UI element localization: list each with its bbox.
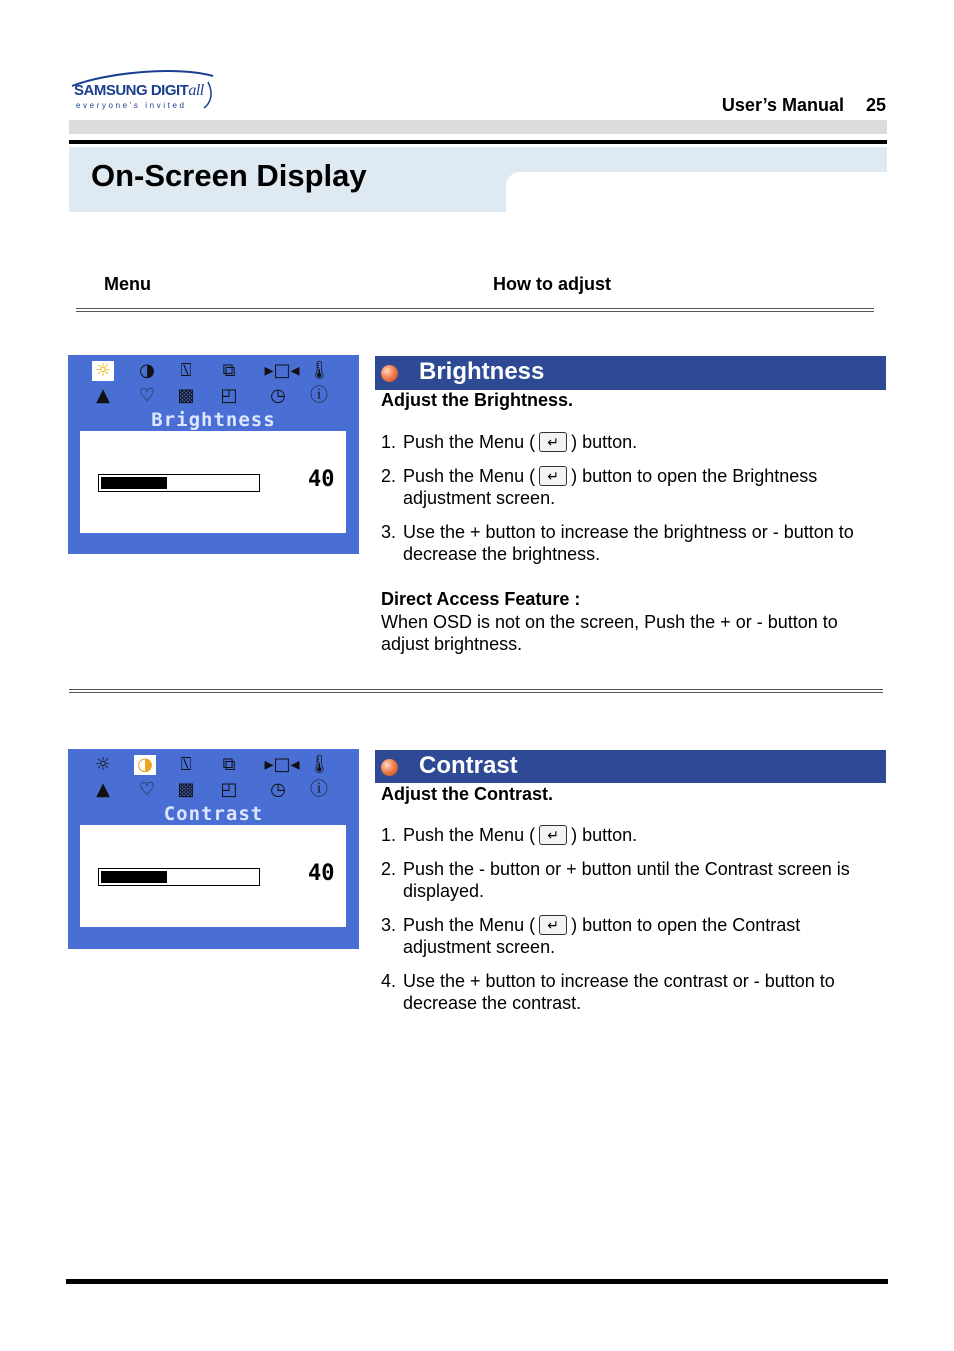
osd-screen-brightness xyxy=(68,355,359,554)
color-temp-icon: 🌡 xyxy=(308,754,331,775)
contrast-icon: ◑ xyxy=(134,755,156,775)
bullet-icon xyxy=(381,759,398,776)
logo-brand-suffix: all xyxy=(188,82,204,99)
osd-level-fill xyxy=(101,477,167,489)
brightness-icon: ☼ xyxy=(92,361,114,381)
bullet-icon xyxy=(381,365,398,382)
step-number: 3. xyxy=(381,522,397,542)
section-divider xyxy=(69,689,883,693)
osd-level-bar xyxy=(98,868,260,886)
osd-title: Brightness xyxy=(151,409,276,431)
header-grey-bar xyxy=(69,120,887,134)
step-text: Push the Menu ( xyxy=(403,466,536,486)
pincushion-icon: ▲ xyxy=(96,779,110,800)
step-item xyxy=(381,521,885,565)
section-subheading: Adjust the Brightness. xyxy=(381,390,574,410)
logo-tagline: everyone's invited xyxy=(76,101,187,110)
step-number: 2. xyxy=(381,466,397,486)
header-black-rule xyxy=(69,140,887,144)
section-heading: Contrast xyxy=(419,752,518,779)
osd-screen-contrast xyxy=(68,749,359,949)
step-text: ) button to open the Contrast adjustment screen. xyxy=(403,915,801,957)
step-text: Push the Menu ( xyxy=(403,432,536,452)
geometry-icon: ⍂ xyxy=(180,360,192,381)
osd-level-bar xyxy=(98,474,260,492)
degauss-icon: ▩ xyxy=(177,779,195,800)
timer-icon: ◷ xyxy=(270,779,286,800)
info-icon: ⓘ xyxy=(310,779,328,800)
moire-icon: ♡ xyxy=(138,779,156,800)
step-text: Push the - button or + button until the Contrast screen is displayed. xyxy=(403,859,850,901)
size-icon: ▸□◂ xyxy=(264,360,300,381)
manual-header xyxy=(722,95,886,116)
menu-enter-key-icon xyxy=(539,825,567,845)
step-number: 3. xyxy=(381,915,397,935)
section-heading: Brightness xyxy=(419,358,545,385)
timer-icon: ◷ xyxy=(270,385,286,406)
section-subheading: Adjust the Contrast. xyxy=(381,784,554,804)
step-item xyxy=(381,824,885,846)
position-icon: ⧉ xyxy=(222,754,236,775)
osd-value: 40 xyxy=(308,467,335,492)
direct-access-text: When OSD is not on the screen, Push the + or - button to adjust brightness. xyxy=(381,612,838,654)
step-text: Use the + button to increase the brightness or - button to decrease the brightness. xyxy=(403,522,854,564)
footer-rule xyxy=(66,1279,888,1284)
osd-panel xyxy=(80,825,346,927)
osd-title: Contrast xyxy=(163,803,264,825)
page-title: On-Screen Display xyxy=(91,158,367,193)
geometry-icon: ⍂ xyxy=(180,754,192,775)
position-icon: ⧉ xyxy=(222,360,236,381)
step-number: 4. xyxy=(381,971,397,991)
step-text: Use the + button to increase the contrast or - button to decrease the contrast. xyxy=(403,971,835,1013)
osd-level-fill xyxy=(101,871,167,883)
step-text: ) button. xyxy=(571,825,638,845)
page-number: 25 xyxy=(865,95,886,115)
recall-icon: ◰ xyxy=(220,385,238,406)
step-item xyxy=(381,431,885,453)
contrast-icon: ◑ xyxy=(139,360,155,381)
title-band-notch xyxy=(506,172,887,212)
step-item xyxy=(381,858,885,902)
menu-enter-key-icon xyxy=(539,915,567,935)
direct-access-title: Direct Access Feature : xyxy=(381,589,581,609)
step-item xyxy=(381,914,885,958)
step-text: Push the Menu ( xyxy=(403,825,536,845)
info-icon: ⓘ xyxy=(310,385,328,406)
step-number: 1. xyxy=(381,825,397,845)
step-text: ) button to open the Brightness adjustment screen. xyxy=(403,466,818,508)
menu-enter-key-icon xyxy=(539,432,567,452)
step-number: 2. xyxy=(381,859,397,879)
pincushion-icon: ▲ xyxy=(96,385,110,406)
recall-icon: ◰ xyxy=(220,779,238,800)
column-header-menu: Menu xyxy=(104,274,151,294)
moire-icon: ♡ xyxy=(138,385,156,406)
section-header-contrast xyxy=(375,750,886,783)
step-item xyxy=(381,465,885,509)
column-header-rule xyxy=(76,308,874,312)
brightness-icon: ☼ xyxy=(94,754,112,775)
logo-brand-text: SAMSUNG DIGIT xyxy=(74,82,189,99)
degauss-icon: ▩ xyxy=(177,385,195,406)
manual-label: User’s Manual xyxy=(721,95,844,115)
section-header-brightness xyxy=(375,356,886,390)
step-item xyxy=(381,970,885,1014)
samsung-logo xyxy=(68,68,218,116)
size-icon: ▸□◂ xyxy=(264,754,300,775)
color-temp-icon: 🌡 xyxy=(308,360,331,381)
osd-panel xyxy=(80,431,346,533)
osd-value: 40 xyxy=(308,861,335,886)
step-text: ) button. xyxy=(571,432,638,452)
step-text: Push the Menu ( xyxy=(403,915,536,935)
step-number: 1. xyxy=(381,432,397,452)
column-header-how: How to adjust xyxy=(493,274,611,294)
menu-enter-key-icon xyxy=(539,466,567,486)
